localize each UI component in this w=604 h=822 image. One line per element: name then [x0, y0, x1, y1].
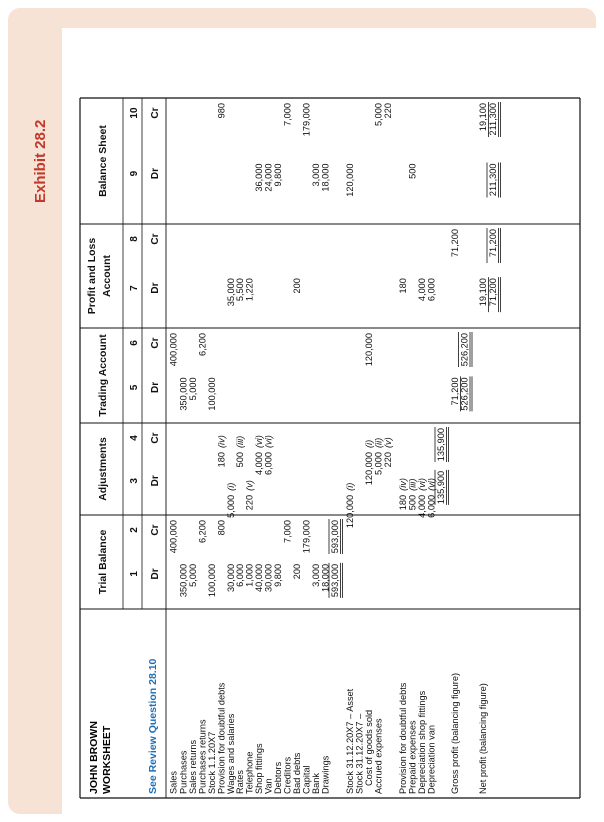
cell-value: 5,000: [226, 494, 236, 518]
cell-value: 5,500: [235, 278, 245, 302]
exhibit-label: [26, 18, 54, 218]
row-label: Telephone: [244, 751, 255, 794]
cell-value: 6,000: [426, 494, 437, 518]
cell-value: 120,000: [364, 452, 374, 486]
row-label: Cost of goods sold: [364, 709, 374, 786]
cell-value: 526,200: [459, 377, 470, 411]
cell-value: 4,000: [254, 452, 264, 475]
cell-reference: (i): [345, 482, 355, 491]
worksheet-company-name: JOHN BROWN: [88, 721, 100, 794]
column-number-9: 9: [129, 170, 140, 177]
worksheet-title: WORKSHEET: [101, 725, 113, 794]
cell-value: 3,000: [311, 163, 321, 187]
cell-reference: (vi): [254, 435, 264, 448]
row-label: Wages and salaries: [226, 713, 236, 794]
column-side-5: Dr: [150, 381, 161, 393]
cell-value: 71,200: [450, 229, 460, 258]
cell-value: 1,000: [244, 563, 255, 587]
row-label: Bank: [311, 773, 321, 794]
column-number-4: 4: [129, 435, 140, 441]
cell-value: 179,000: [301, 103, 312, 137]
cell-value: 18,000: [320, 163, 331, 192]
cell-value: 400,000: [168, 333, 179, 367]
cell-value: 211,300: [488, 163, 498, 197]
cell-value: 100,000: [207, 377, 217, 411]
column-side-1: Dr: [150, 568, 161, 580]
worksheet-table: [62, 28, 596, 814]
cell-reference: (iv): [216, 435, 227, 448]
cell-value: 526,200: [459, 333, 470, 367]
cell-reference: (ii): [373, 437, 384, 448]
cell-value: 180: [398, 278, 408, 294]
cell-value: 220: [244, 494, 255, 511]
cell-reference: (i): [364, 439, 374, 448]
cell-value: 19,100: [478, 103, 488, 132]
cell-reference: (iv): [398, 478, 408, 491]
cell-value: 19,100: [478, 278, 488, 307]
column-side-2: Cr: [150, 524, 161, 536]
cell-value: 36,000: [254, 163, 264, 192]
cell-value: 400,000: [168, 520, 179, 554]
row-label: Gross profit (balancing figure): [450, 672, 460, 794]
cell-value: 200: [292, 278, 302, 294]
column-number-10: 10: [129, 107, 140, 119]
row-label: Drawings: [320, 755, 331, 794]
cell-value: 5,000: [188, 563, 198, 587]
cell-value: 30,000: [226, 563, 236, 592]
cell-value: 4,000: [417, 278, 427, 302]
row-label: Net profit (balancing figure): [478, 683, 488, 794]
cell-value: 9,800: [273, 563, 283, 587]
cell-reference: (iii): [407, 478, 418, 491]
row-label: Creditors: [282, 756, 293, 794]
cell-reference: (vi): [426, 478, 437, 491]
cell-value: 180: [398, 494, 408, 511]
cell-reference: (vi): [417, 478, 427, 491]
row-label: Capital: [301, 765, 312, 794]
cell-value: 180: [216, 452, 227, 468]
column-side-7: Dr: [150, 282, 161, 294]
row-label: Purchases returns: [197, 719, 208, 794]
column-side-8: Cr: [150, 233, 161, 245]
row-label: Debtors: [273, 761, 283, 794]
cell-value: 350,000: [178, 377, 189, 411]
row-label: Sales returns: [188, 739, 198, 794]
cell-value: 6,200: [197, 520, 208, 543]
cell-value: 980: [216, 103, 227, 119]
cell-value: 1,220: [244, 278, 255, 302]
cell-reference: (i): [226, 482, 236, 491]
cell-value: 7,000: [282, 103, 293, 126]
cell-value: 24,000: [263, 163, 274, 192]
column-number-6: 6: [129, 340, 140, 346]
cell-reference: (iii): [235, 435, 245, 448]
row-label: Van: [263, 778, 274, 794]
review-question-link[interactable]: See Review Question 28.10: [147, 658, 159, 794]
row-label: Stock 1.1.20X7: [207, 731, 217, 794]
row-label: Stock 31.12.20X7 – Asset: [345, 688, 355, 794]
exhibit-title: Exhibit 28.2: [32, 119, 49, 203]
cell-value: 220: [383, 452, 393, 468]
column-number-1: 1: [129, 571, 140, 577]
row-label: Rates: [235, 769, 245, 794]
group-header-pl-line2: Account: [101, 255, 113, 297]
group-header-bs: Balance Sheet: [97, 125, 109, 197]
cell-value: 3,000: [311, 563, 321, 587]
cell-value: 120,000: [345, 494, 355, 529]
group-header-tb: Trial Balance: [97, 529, 109, 595]
cell-value: 593,000: [330, 520, 340, 554]
cell-reference: (v): [383, 437, 393, 448]
cell-value: 211,300: [488, 103, 498, 136]
column-number-8: 8: [129, 236, 140, 242]
cell-value: 120,000: [345, 163, 355, 197]
row-label: Accrued expenses: [373, 718, 384, 794]
column-side-3: Dr: [150, 475, 161, 487]
row-label: Bad debts: [292, 752, 302, 794]
cell-value: 220: [383, 103, 393, 119]
cell-value: 100,000: [207, 563, 217, 598]
cell-reference: (vi): [263, 435, 274, 448]
cell-value: 71,200: [450, 377, 460, 406]
cell-value: 18,000: [320, 563, 331, 592]
column-side-6: Cr: [150, 337, 161, 349]
cell-value: 593,000: [330, 563, 340, 598]
cell-value: 200: [292, 563, 302, 580]
cell-value: 35,000: [226, 278, 236, 307]
cell-value: 5,000: [373, 103, 384, 126]
cell-value: 6,000: [426, 278, 437, 302]
cell-value: 9,800: [273, 163, 283, 187]
cell-value: 7,000: [282, 520, 293, 543]
row-label: Depreciation van: [426, 725, 437, 794]
column-headers: [86, 107, 161, 594]
cell-value: 500: [235, 452, 245, 468]
cell-value: 71,200: [488, 229, 498, 258]
cell-value: 71,200: [488, 278, 498, 307]
row-label: Depreciation shop fittings: [417, 690, 427, 794]
cell-value: 6,000: [263, 452, 274, 475]
row-label: Provision for doubtful debts: [216, 682, 227, 794]
cell-value: 4,000: [417, 494, 427, 518]
row-label: Prepaid expenses: [407, 720, 418, 794]
row-label: Sales: [168, 771, 179, 794]
row-label: Provision for doubtful debts: [398, 682, 408, 794]
cell-value: 6,000: [235, 563, 245, 587]
cell-value: 500: [407, 494, 418, 511]
cell-value: 350,000: [178, 563, 189, 598]
column-number-5: 5: [129, 384, 140, 391]
column-number-2: 2: [129, 527, 140, 533]
cell-value: 5,000: [188, 377, 198, 401]
cell-value: 135,900: [436, 428, 446, 462]
column-side-9: Dr: [150, 167, 161, 180]
cell-value: 500: [407, 163, 418, 179]
group-header-pl: Profit and Loss: [86, 237, 98, 315]
column-number-3: 3: [129, 478, 140, 484]
worksheet-page: [62, 28, 596, 814]
row-label: Stock 31.12.20X7 –: [354, 713, 365, 794]
cell-value: 135,900: [436, 470, 446, 505]
cell-value: 5,000: [373, 452, 384, 475]
exhibit-frame: [8, 8, 596, 814]
column-number-7: 7: [129, 285, 140, 291]
cell-value: 120,000: [364, 333, 374, 367]
column-side-10: Cr: [150, 107, 161, 119]
group-header-tr: Trading Account: [97, 334, 109, 417]
cell-value: 40,000: [254, 563, 264, 592]
group-header-adj: Adjustments: [97, 437, 109, 501]
cell-reference: (v): [244, 480, 255, 491]
cell-value: 179,000: [301, 520, 312, 554]
row-label: Purchases: [178, 750, 189, 794]
column-side-4: Cr: [150, 432, 161, 444]
cell-value: 6,200: [197, 333, 208, 356]
row-label: Shop fittings: [254, 743, 264, 794]
cell-value: 30,000: [263, 563, 274, 592]
worksheet-rotated-container: [62, 28, 596, 814]
cell-value: 800: [216, 520, 227, 536]
